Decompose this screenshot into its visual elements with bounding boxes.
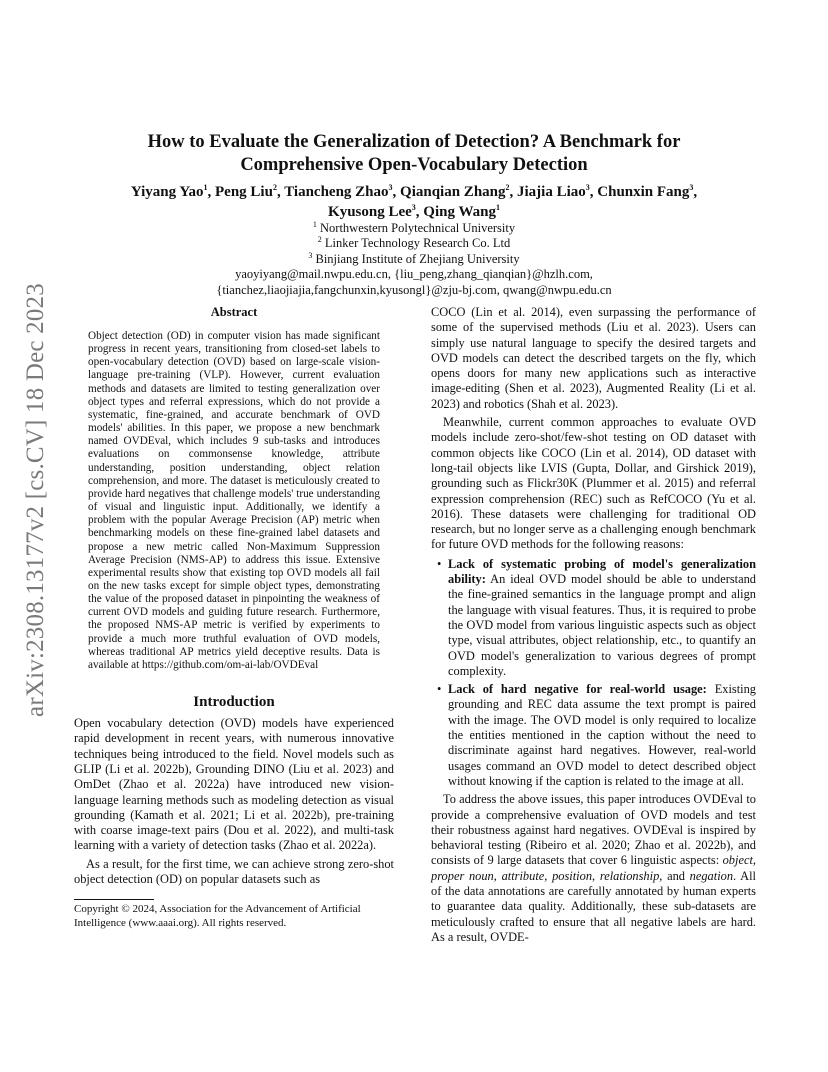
reasons-list (431, 557, 756, 789)
bullet-text: An ideal OVD model should be able to understand the fine-grained semantics in the language prompt and align the language with visual features. Thus, it is required to probe the OVD model from various linguistic aspects such as object type, visual attributes, object relationship, etc., to quantify an OVD model's generalization to various degrees of prompt complexity. (448, 572, 756, 678)
paper-title (80, 131, 748, 177)
affiliation-3: $^3$ Binjiang Institute of Zhejiang University (308, 250, 520, 266)
intro-paragraph-2: As a result, for the first time, we can achieve strong zero-shot object detection (OD) on popular datasets such as (74, 856, 394, 887)
affiliations (80, 221, 748, 298)
abstract-text: Object detection (OD) in computer vision has made significant progress in recent years, transitioning from closed-set labels to open-vocabulary detection (OVD) based on large-scale vision-language pre-training (VLP). However, current evaluation methods and datasets are limited to testing generalization over object types and referral expressions, which do not provide a systematic, fine-grained, and accurate benchmark of OVD models' abilities. In this paper, we propose a new benchmark named OVDEval, which includes 9 sub-tasks and introduces evaluations on commonsense knowledge, attribute understanding, position understanding, object relation comprehension, and more. The dataset is meticulously created to provide hard negatives that challenge models' true understanding of visual and linguistic input. Additionally, we identify a problem with the popular Average Precision (AP) metric when benchmarking models on these fine-grained label datasets and propose a new metric called Non-Maximum Suppression Average Precision (NMS-AP) to address this issue. Extensive experimental results show that existing top OVD models all fail on the new tasks except for simple object types, demonstrating the value of the proposed dataset in pinpointing the weakness of current OVD models and guiding future research. Furthermore, the proposed NMS-AP metric is verified by experiments to provide a much more truthful evaluation of OVD models, whereas traditional AP metrics yield deceptive results. Data is available at https://github.com/om-ai-lab/OVDEval (88, 330, 380, 671)
abstract-heading: Abstract (210, 305, 258, 319)
list-item (431, 557, 756, 679)
right-column (431, 305, 756, 945)
arxiv-identifier (21, 283, 51, 717)
author: Yiyang Yao$^1$, (130, 183, 216, 200)
author: Jiajia Liao$^3$, (517, 183, 598, 200)
paragraph-meanwhile: Meanwhile, current common approaches to evaluate OVD models include zero-shot/few-shot testing on OD dataset with common objects like COCO (Lin et al. 2014), OD dataset with long-tail objects like LVIS (Gupta, Dollar, and Girshick 2019), grounding such as Flickr30K (Plummer et al. 2015) and referral expression comprehension (REC) such as RefCOCO (Yu et al. 2016). These datasets were challenging for traditional OD research, but no longer serve as a challenging enough benchmark for future OVD methods for the following reasons: (431, 415, 756, 552)
email-line-1: yaoyiyang@mail.nwpu.edu.cn, {liu_peng,zhang_qianqian}@hzlh.com, (235, 267, 593, 282)
arxiv-id-text: arXiv:2308.13177v2 [cs.CV] 18 Dec 2023 (22, 283, 49, 717)
copyright-notice: Copyright © 2024, Association for the Advancement of Artificial Intelligence (www.aaai.org). All rights reserved. (74, 903, 361, 929)
author: Peng Liu$^2$, (215, 183, 285, 200)
title-line-2: Comprehensive Open-Vocabulary Detection (240, 155, 588, 175)
email-line-2: {tianchez,liaojiajia,fangchunxin,kyusongl}@zju-bj.com, qwang@nwpu.edu.cn (216, 282, 612, 297)
paragraph-continued: COCO (Lin et al. 2014), even surpassing the performance of some of the supervised methods (Liu et al. 2023). Users can simply use natural language to specify the desired targets and OVD models can detect the described targets on the fly, which opens doors for many new applications such as interactive image-editing (Shen et al. 2023), Augmented Reality (Li et al. 2023) and robotics (Shah et al. 2023). (431, 305, 756, 411)
title-line-1: How to Evaluate the Generalization of Detection? A Benchmark for (147, 132, 681, 152)
author: Tiancheng Zhao$^3$, (284, 183, 401, 200)
bullet-icon: • (437, 556, 442, 571)
author-list (80, 182, 748, 222)
author: Qianqian Zhang$^2$, (400, 183, 517, 200)
affiliation-2: $^2$ Linker Technology Research Co. Ltd (317, 235, 511, 251)
bullet-lead: Lack of hard negative for real-world usage: (448, 682, 707, 697)
paragraph-address: To address the above issues, this paper introduces OVDEval to provide a comprehensive evaluation of OVD models and test their robustness against hard negatives. OVDEval is inspired by behavioral testing (Ribeiro et al. 2020; Zhao et al. 2022b), and consists of 9 large datasets that cover 6 linguistic aspects: object, proper noun, attribute, position, relationship, and negation. All of the data annotations are carefully annotated by human experts to guarantee data quality. Additionally, these sub-datasets are meticulously crafted to ensure that all negative labels are hard. As a result, OVDE- (431, 792, 756, 944)
author: Chunxin Fang$^3$, (597, 183, 698, 200)
author: Qing Wang$^1$ (423, 203, 500, 220)
intro-paragraph-1: Open vocabulary detection (OVD) models have experienced rapid development in recent years, with numerous innovative techniques being introduced to the field. Novel models such as GLIP (Li et al. 2022b), Grounding DINO (Liu et al. 2023) and OmDet (Zhao et al. 2022a) have introduced new vision-language learning methods such as modeling detection as visual grounding (Kamath et al. 2021; Li et al. 2022b), pre-training with coarse image-text pairs (Dou et al. 2022), and multi-task learning with a variety of detection tasks (Zhao et al. 2022a). (74, 716, 394, 853)
bullet-lead: Lack of systematic probing of model's generalization ability: (448, 556, 756, 587)
footnote-rule (74, 899, 154, 900)
bullet-icon: • (437, 682, 442, 697)
author: Kyusong Lee$^3$, (328, 203, 424, 220)
affiliation-1: $^1$ Northwestern Polytechnical University (312, 219, 516, 235)
left-column (74, 305, 394, 930)
bullet-text: Existing grounding and REC data assume the text prompt is paired with the image. The OVD model is only required to localize the entities mentioned in the caption without the need to discriminate against hard negatives. However, real-world usages command an OVD model to detect described object without knowing if the caption is related to the image at all. (448, 682, 756, 788)
list-item (431, 682, 756, 789)
introduction-heading: Introduction (193, 694, 275, 711)
